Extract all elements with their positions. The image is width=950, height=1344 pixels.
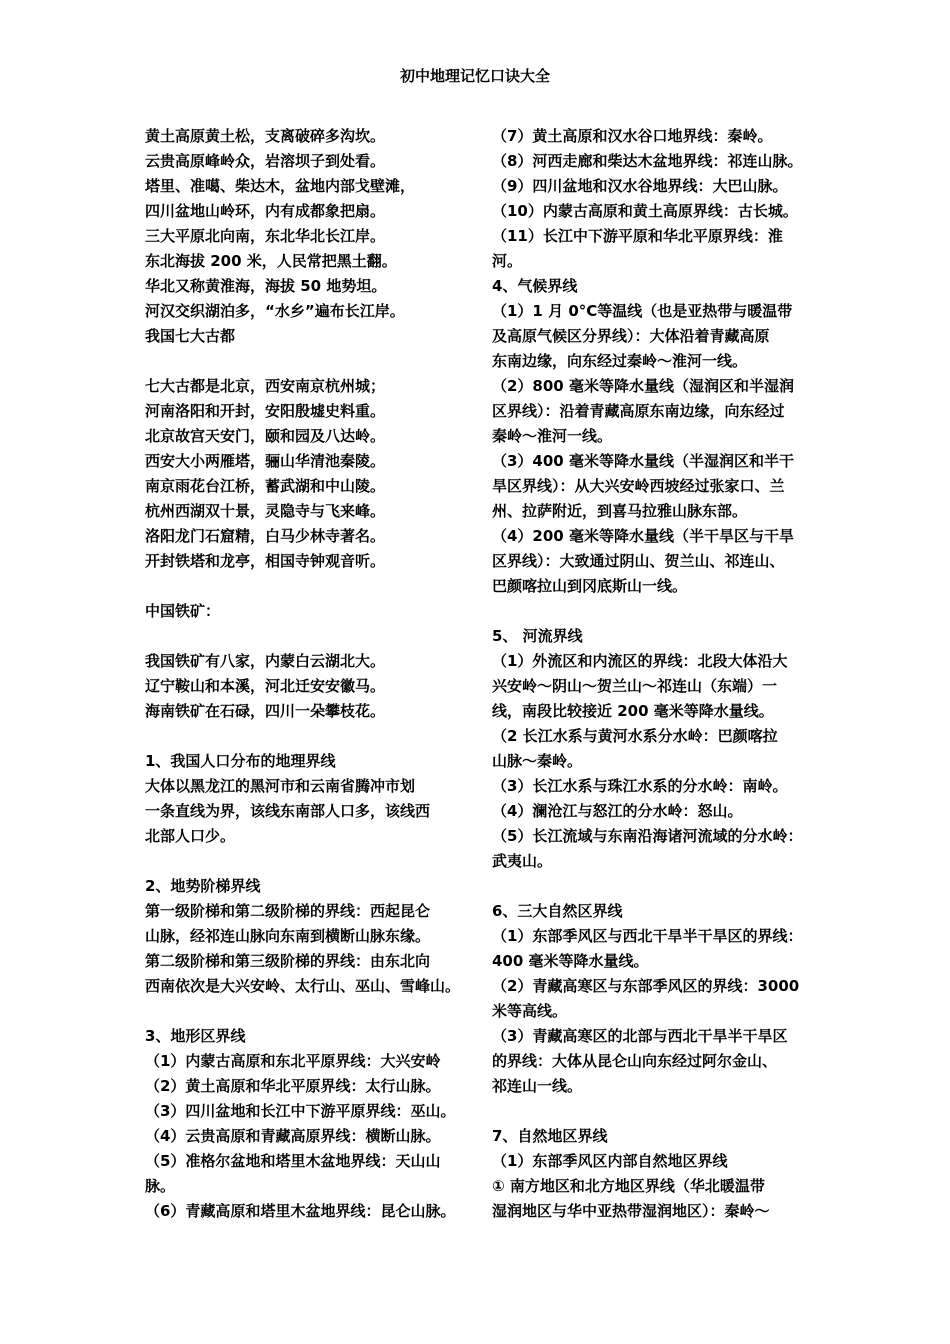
text-line: （6）青藏高原和塔里木盆地界线：昆仑山脉。 bbox=[145, 1202, 456, 1220]
text-line: 开封铁塔和龙亭，相国寺钟观音听。 bbox=[145, 552, 386, 570]
text-line: 3、地形区界线 bbox=[145, 1027, 246, 1045]
blank-line bbox=[492, 1099, 822, 1124]
text-line: 脉。 bbox=[145, 1177, 176, 1195]
text-line: 1、我国人口分布的地理界线 bbox=[145, 752, 336, 770]
text-line: 一条直线为界，该线东南部人口多，该线西 bbox=[145, 802, 431, 820]
text-line: 2、地势阶梯界线 bbox=[145, 877, 261, 895]
text-line: 海南铁矿在石碌，四川一朵攀枝花。 bbox=[145, 702, 386, 720]
text-line: 大体以黑龙江的黑河市和云南省腾冲市划 bbox=[145, 777, 416, 795]
text-line: 区界线）：大致通过阴山、贺兰山、祁连山、 bbox=[492, 552, 785, 570]
text-line: 东南边缘，向东经过秦岭～淮河一线。 bbox=[492, 352, 748, 370]
text-line: 北京故宫天安门，颐和园及八达岭。 bbox=[145, 427, 386, 445]
text-line: （1）东部季风区与西北干旱半干旱区的界线： bbox=[492, 927, 803, 945]
text-line: （4）澜沧江与怒江的分水岭：怒山。 bbox=[492, 802, 743, 820]
text-line: 东北海拔 200 米，人民常把黑土翻。 bbox=[145, 252, 397, 270]
blank-line bbox=[145, 724, 475, 749]
text-line: 6、三大自然区界线 bbox=[492, 902, 623, 920]
text-line: （2）黄土高原和华北平原界线：太行山脉。 bbox=[145, 1077, 441, 1095]
text-line: （4）200 毫米等降水量线（半干旱区与干旱 bbox=[492, 527, 794, 545]
text-line: 第一级阶梯和第二级阶梯的界线：西起昆仑 bbox=[145, 902, 431, 920]
blank-line bbox=[145, 849, 475, 874]
text-line: （5）准格尔盆地和塔里木盆地界线：天山山 bbox=[145, 1152, 441, 1170]
text-line: 塔里、准噶、柴达木，盆地内部戈壁滩， bbox=[145, 177, 416, 195]
text-line: 4、气候界线 bbox=[492, 277, 578, 295]
text-line: 西安大小两雁塔，骊山华清池秦陵。 bbox=[145, 452, 386, 470]
text-line: 秦岭～淮河一线。 bbox=[492, 427, 613, 445]
blank-line bbox=[145, 624, 475, 649]
text-line: 米等高线。 bbox=[492, 1002, 568, 1020]
text-line: （3）青藏高寒区的北部与西北干旱半干旱区 bbox=[492, 1027, 788, 1045]
text-line: 巴颜喀拉山到冈底斯山一线。 bbox=[492, 577, 688, 595]
text-line: （10）内蒙古高原和黄土高原界线：古长城。 bbox=[492, 202, 798, 220]
text-line: （2 长江水系与黄河水系分水岭：巴颜喀拉 bbox=[492, 727, 778, 745]
text-line: （8）河西走廊和柴达木盆地界线：祁连山脉。 bbox=[492, 152, 803, 170]
text-line: 云贵高原峰岭众，岩溶坝子到处看。 bbox=[145, 152, 386, 170]
text-line: （1）外流区和内流区的界线：北段大体沿大 bbox=[492, 652, 788, 670]
text-line: 线，南段比较接近 200 毫米等降水量线。 bbox=[492, 702, 774, 720]
text-line: （11）长江中下游平原和华北平原界线：淮 bbox=[492, 227, 783, 245]
text-line: （3）四川盆地和长江中下游平原界线：巫山。 bbox=[145, 1102, 456, 1120]
text-line: （3）长江水系与珠江水系的分水岭：南岭。 bbox=[492, 777, 788, 795]
text-line: （1）内蒙古高原和东北平原界线：大兴安岭 bbox=[145, 1052, 441, 1070]
text-line: 湿润地区与华中亚热带湿润地区）：秦岭～ bbox=[492, 1202, 770, 1220]
blank-line bbox=[492, 874, 822, 899]
text-line: 西南依次是大兴安岭、太行山、巫山、雪峰山。 bbox=[145, 977, 461, 995]
text-line: 我国铁矿有八家，内蒙白云湖北大。 bbox=[145, 652, 386, 670]
text-line: 中国铁矿： bbox=[145, 602, 221, 620]
right-column bbox=[492, 124, 822, 1224]
text-line: 河南洛阳和开封，安阳殷墟史料重。 bbox=[145, 402, 386, 420]
text-line: （3）400 毫米等降水量线（半湿润区和半干 bbox=[492, 452, 794, 470]
text-line: 华北又称黄淮海，海拔 50 地势坦。 bbox=[145, 277, 387, 295]
blank-line bbox=[145, 999, 475, 1024]
text-line: 祁连山一线。 bbox=[492, 1077, 583, 1095]
blank-line bbox=[492, 599, 822, 624]
text-line: （1）东部季风区内部自然地区界线 bbox=[492, 1152, 728, 1170]
text-line: 区界线）：沿着青藏高原东南边缘，向东经过 bbox=[492, 402, 785, 420]
page-title: 初中地理记忆口诀大全 bbox=[399, 67, 550, 85]
text-line: （7）黄土高原和汉水谷口地界线：秦岭。 bbox=[492, 127, 773, 145]
text-line: 河汉交织湖泊多，“水乡”遍布长江岸。 bbox=[145, 302, 405, 320]
text-line: （4）云贵高原和青藏高原界线：横断山脉。 bbox=[145, 1127, 441, 1145]
text-line: （5）长江流域与东南沿海诸河流域的分水岭： bbox=[492, 827, 803, 845]
text-line: ① 南方地区和北方地区界线（华北暖温带 bbox=[492, 1177, 765, 1195]
text-line: 辽宁鞍山和本溪，河北迁安安徽马。 bbox=[145, 677, 386, 695]
text-line: 黄土高原黄土松，支离破碎多沟坎。 bbox=[145, 127, 386, 145]
text-line: 州、拉萨附近，到喜马拉雅山脉东部。 bbox=[492, 502, 748, 520]
text-line: 第二级阶梯和第三级阶梯的界线：由东北向 bbox=[145, 952, 431, 970]
text-line: 兴安岭～阴山～贺兰山～祁连山（东端）一 bbox=[492, 677, 778, 695]
text-line: 四川盆地山岭环，内有成都象把扇。 bbox=[145, 202, 386, 220]
text-line: 三大平原北向南，东北华北长江岸。 bbox=[145, 227, 386, 245]
left-column bbox=[145, 124, 475, 1224]
text-line: 5、 河流界线 bbox=[492, 627, 583, 645]
blank-line bbox=[145, 349, 475, 374]
text-line: （2）800 毫米等降水量线（湿润区和半湿润 bbox=[492, 377, 794, 395]
text-line: 及高原气候区分界线）：大体沿着青藏高原 bbox=[492, 327, 770, 345]
text-line: 河。 bbox=[492, 252, 523, 270]
text-line: 山脉～秦岭。 bbox=[492, 752, 583, 770]
text-line: （1）1 月 0°C等温线（也是亚热带与暖温带 bbox=[492, 302, 793, 320]
text-line: （9）四川盆地和汉水谷地界线：大巴山脉。 bbox=[492, 177, 788, 195]
text-line: 北部人口少。 bbox=[145, 827, 236, 845]
text-line: （2）青藏高寒区与东部季风区的界线：3000 bbox=[492, 977, 800, 995]
text-line: 7、自然地区界线 bbox=[492, 1127, 608, 1145]
text-line: 我国七大古都 bbox=[145, 327, 236, 345]
text-line: 的界线：大体从昆仑山向东经过阿尔金山、 bbox=[492, 1052, 778, 1070]
text-line: 南京雨花台江桥，蓄武湖和中山陵。 bbox=[145, 477, 386, 495]
text-line: 武夷山。 bbox=[492, 852, 553, 870]
text-line: 洛阳龙门石窟精，白马少林寺著名。 bbox=[145, 527, 386, 545]
text-line: 旱区界线）：从大兴安岭西坡经过张家口、兰 bbox=[492, 477, 785, 495]
text-line: 400 毫米等降水量线。 bbox=[492, 952, 649, 970]
blank-line bbox=[145, 574, 475, 599]
text-line: 七大古都是北京，西安南京杭州城； bbox=[145, 377, 386, 395]
text-line: 山脉，经祁连山脉向东南到横断山脉东缘。 bbox=[145, 927, 431, 945]
text-line: 杭州西湖双十景，灵隐寺与飞来峰。 bbox=[145, 502, 386, 520]
